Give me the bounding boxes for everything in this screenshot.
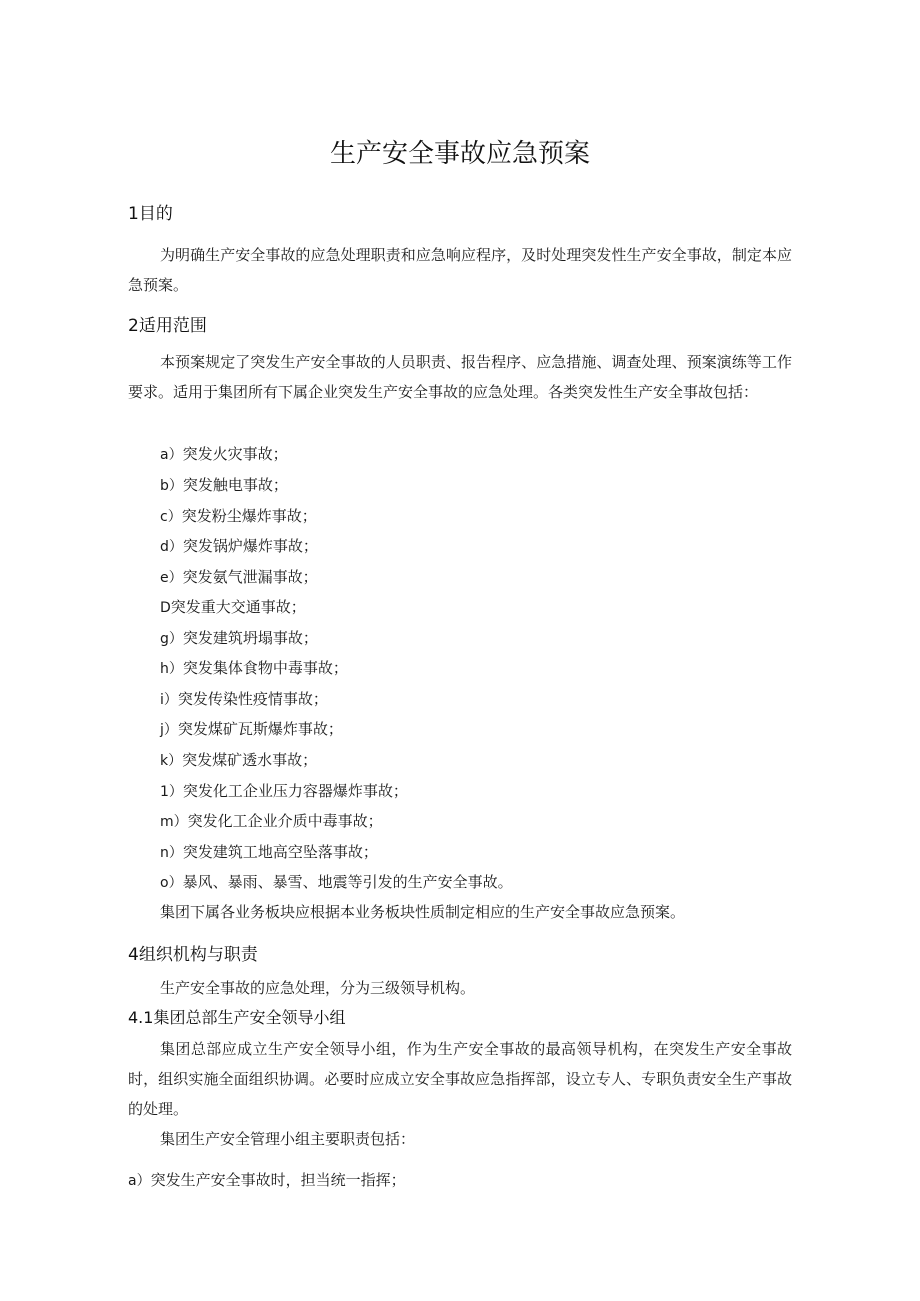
list-item-text: 突发建筑工地高空坠落事故；: [182, 843, 378, 861]
list-item-text: 突发建筑坍塌事故；: [182, 629, 318, 647]
section-4-heading: 4组织机构与职责: [128, 945, 258, 965]
list-item-label: j）: [160, 722, 178, 738]
list-item-text: 突发化工企业压力容器爆炸事故；: [182, 782, 408, 800]
section-4-1-body: 集团总部应成立生产安全领导小组，作为生产安全事故的最高领导机构，在突发生产安全事故时，组织实施全面组织协调。必要时应成立安全事故应急指挥部，设立专人、专职负责安全生产事故的处理。: [128, 1040, 792, 1118]
section-2-heading: 2适用范围: [128, 316, 207, 336]
list-item-label: g）: [160, 631, 183, 647]
list-item-text: 突发传染性疫情事故；: [177, 690, 328, 708]
list-item-text: 暴风、暴雨、暴雪、地震等引发的生产安全事故。: [182, 873, 513, 891]
list-item: [160, 871, 513, 894]
list-item-label: D: [160, 600, 171, 616]
list-item-label: d）: [160, 539, 183, 555]
list-item-text: 突发氨气泄漏事故；: [182, 568, 318, 586]
list-item: [160, 474, 288, 497]
section-4-1-heading: 4.1集团总部生产安全领导小组: [128, 1008, 346, 1027]
list-item-label: 1）: [160, 784, 183, 800]
list-item: [160, 810, 383, 833]
list-item: [160, 535, 318, 558]
section-2-closing: 集团下属各业务板块应根据本业务板块性质制定相应的生产安全事故应急预案。: [160, 903, 686, 921]
list-item: [160, 627, 318, 650]
list-item-label: c）: [160, 509, 182, 525]
list-item: [160, 841, 378, 864]
list-item-text: 突发煤矿瓦斯爆炸事故；: [177, 720, 343, 738]
section-4-body: 生产安全事故的应急处理，分为三级领导机构。: [160, 979, 476, 997]
list-item-text: 突发化工企业介质中毒事故；: [187, 812, 383, 830]
list-item-label: k）: [160, 753, 183, 769]
list-item-label: a）: [128, 1173, 151, 1189]
list-item-label: b）: [160, 478, 183, 494]
section-1-heading: 1目的: [128, 204, 173, 224]
section-1-body: 为明确生产安全事故的应急处理职责和应急响应程序，及时处理突发性生产安全事故，制定本应急预案。: [128, 246, 792, 294]
list-item-text: 突发粉尘爆炸事故；: [181, 507, 317, 525]
list-item: [128, 1169, 406, 1192]
document-title: 生产安全事故应急预案: [329, 139, 590, 169]
list-item: [160, 718, 343, 741]
list-item: [160, 566, 318, 589]
list-item: [160, 780, 408, 803]
list-item-text: 突发集体食物中毒事故；: [182, 659, 348, 677]
list-item: [160, 596, 306, 619]
list-item-label: e）: [160, 570, 183, 586]
list-item-text: 突发锅炉爆炸事故；: [182, 537, 318, 555]
list-item: [160, 505, 317, 528]
list-item: [160, 749, 317, 772]
list-item: [160, 688, 328, 711]
list-item-label: n）: [160, 845, 183, 861]
list-item-text: 突发火灾事故；: [182, 445, 288, 463]
list-item-text: 突发生产安全事故时，担当统一指挥；: [150, 1171, 406, 1189]
section-2-body: 本预案规定了突发生产安全事故的人员职责、报告程序、应急措施、调查处理、预案演练等工作要求。适用于集团所有下属企业突发生产安全事故的应急处理。各类突发性生产安全事故包括：: [128, 353, 792, 401]
list-item: [160, 443, 288, 466]
list-item-label: a）: [160, 447, 183, 463]
list-item-text: 突发重大交通事故；: [170, 598, 306, 616]
list-item-text: 突发触电事故；: [182, 476, 288, 494]
list-item-label: m）: [160, 814, 188, 830]
list-item-label: o）: [160, 875, 183, 891]
list-item: [160, 657, 348, 680]
list-item-label: h）: [160, 661, 183, 677]
list-item-label: i）: [160, 692, 178, 708]
section-4-1-intro: 集团生产安全管理小组主要职责包括：: [160, 1130, 416, 1148]
list-item-text: 突发煤矿透水事故；: [182, 751, 318, 769]
